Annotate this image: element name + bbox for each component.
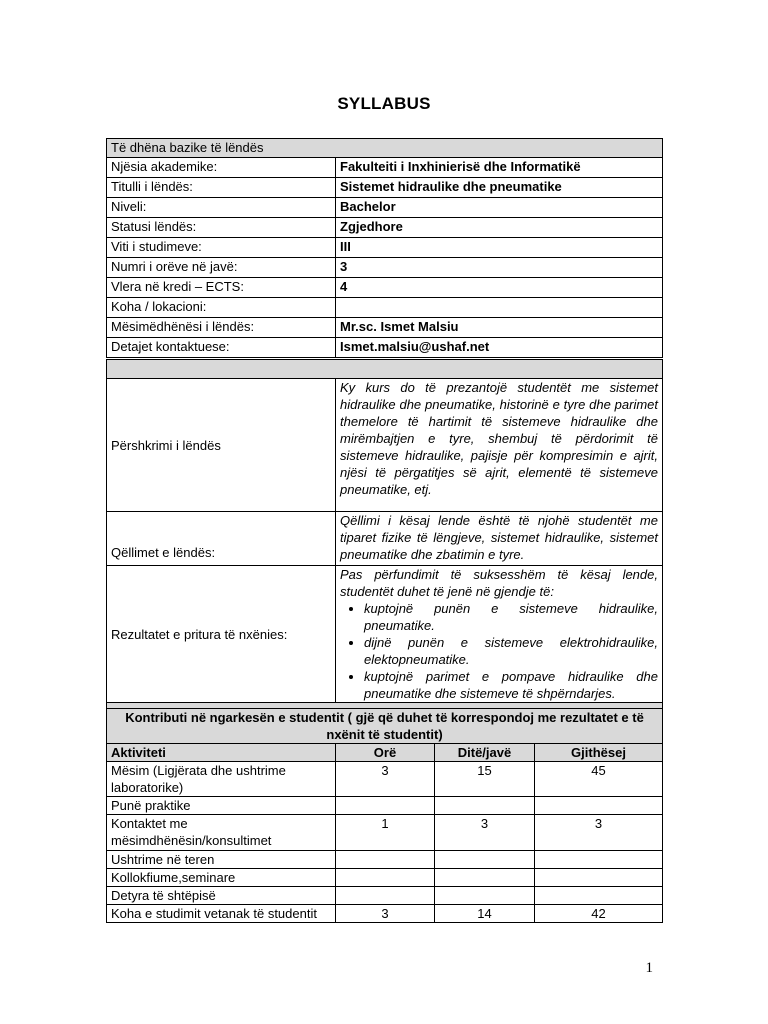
label-lecturer: Mësimëdhënësi i lëndës: bbox=[107, 318, 336, 338]
activity-cell: Kollokfiume,seminare bbox=[107, 869, 336, 887]
description-label: Përshkrimi i lëndës bbox=[107, 379, 336, 512]
outcomes-label: Rezultatet e pritura të nxënies: bbox=[107, 566, 336, 703]
hours-cell: 3 bbox=[336, 905, 435, 923]
days-cell bbox=[435, 869, 535, 887]
table-row bbox=[107, 905, 663, 923]
value-contact: Ismet.malsiu@ushaf.net bbox=[336, 338, 663, 358]
hours-cell bbox=[336, 851, 435, 869]
workload-header: Kontributi në ngarkesën e studentit ( gjë që duhet të korrespondoj me rezultatet e të nxënit të studentit) bbox=[107, 709, 663, 744]
days-cell bbox=[435, 851, 535, 869]
days-cell: 15 bbox=[435, 762, 535, 797]
days-cell bbox=[435, 797, 535, 815]
label-hours-per-week: Numri i orëve në javë: bbox=[107, 258, 336, 278]
goals-label: Qëllimet e lëndës: bbox=[107, 512, 336, 566]
total-cell: 3 bbox=[535, 815, 663, 851]
total-cell: 45 bbox=[535, 762, 663, 797]
page-number: 1 bbox=[645, 960, 653, 976]
activity-cell: Punë praktike bbox=[107, 797, 336, 815]
outcomes-cell bbox=[336, 566, 663, 703]
col-total: Gjithësej bbox=[535, 744, 663, 762]
value-course-title: Sistemet hidraulike dhe pneumatike bbox=[336, 178, 663, 198]
table-row bbox=[107, 797, 663, 815]
hours-cell: 1 bbox=[336, 815, 435, 851]
label-level: Niveli: bbox=[107, 198, 336, 218]
total-cell bbox=[535, 869, 663, 887]
description-text: Ky kurs do të prezantojë studentët me sistemet hidraulike dhe pneumatike, historinë e tyre dhe parimet themelore të hartimit të sistemeve hidraulike dhe mirëmbajtjen e tyre, shembuj të përdorimit të sistemeve hidraulike, pajisje për kompresimin e ajrit, njësi të përgatitjes së ajrit, elementë të sistemeve pneumatike, etj. bbox=[336, 379, 663, 512]
outcomes-list bbox=[340, 600, 658, 702]
table-row bbox=[107, 869, 663, 887]
activity-cell: Ushtrime në teren bbox=[107, 851, 336, 869]
value-academic-unit: Fakulteiti i Inxhinierisë dhe Informatikë bbox=[336, 158, 663, 178]
table-row bbox=[107, 815, 663, 851]
days-cell: 3 bbox=[435, 815, 535, 851]
hours-cell bbox=[336, 869, 435, 887]
activity-cell: Detyra të shtëpisë bbox=[107, 887, 336, 905]
value-ects: 4 bbox=[336, 278, 663, 298]
value-level: Bachelor bbox=[336, 198, 663, 218]
label-academic-unit: Njësia akademike: bbox=[107, 158, 336, 178]
label-course-title: Titulli i lëndës: bbox=[107, 178, 336, 198]
outcome-item: • dijnë punën e sistemeve elektrohidraulike, elektopneumatike. bbox=[364, 634, 658, 668]
label-contact: Detajet kontaktuese: bbox=[107, 338, 336, 358]
hours-cell bbox=[336, 797, 435, 815]
basic-info-table bbox=[106, 138, 663, 358]
workload-table bbox=[106, 708, 663, 923]
table-row bbox=[107, 887, 663, 905]
days-cell: 14 bbox=[435, 905, 535, 923]
hours-cell bbox=[336, 887, 435, 905]
value-lecturer: Mr.sc. Ismet Malsiu bbox=[336, 318, 663, 338]
basic-info-header: Të dhëna bazike të lëndës bbox=[107, 139, 663, 158]
col-hours: Orë bbox=[336, 744, 435, 762]
value-status: Zgjedhore bbox=[336, 218, 663, 238]
label-time-location: Koha / lokacioni: bbox=[107, 298, 336, 318]
total-cell bbox=[535, 887, 663, 905]
table-row bbox=[107, 762, 663, 797]
total-cell: 42 bbox=[535, 905, 663, 923]
outcome-item: • kuptojnë punën e sistemeve hidraulike, pneumatike. bbox=[364, 600, 658, 634]
outcomes-intro: Pas përfundimit të suksesshëm të kësaj lende, studentët duhet të jenë në gjendje të: bbox=[340, 567, 658, 599]
label-status: Statusi lëndës: bbox=[107, 218, 336, 238]
document-title: SYLLABUS bbox=[337, 94, 431, 113]
hours-cell: 3 bbox=[336, 762, 435, 797]
days-cell bbox=[435, 887, 535, 905]
table-row bbox=[107, 851, 663, 869]
col-days: Ditë/javë bbox=[435, 744, 535, 762]
activity-cell: Kontaktet me mësimdhënësin/konsultimet bbox=[107, 815, 336, 851]
activity-cell: Koha e studimit vetanak të studentit bbox=[107, 905, 336, 923]
value-hours-per-week: 3 bbox=[336, 258, 663, 278]
total-cell bbox=[535, 851, 663, 869]
label-ects: Vlera në kredi – ECTS: bbox=[107, 278, 336, 298]
total-cell bbox=[535, 797, 663, 815]
value-study-year: III bbox=[336, 238, 663, 258]
col-activity: Aktiviteti bbox=[107, 744, 336, 762]
activity-cell: Mësim (Ligjërata dhe ushtrime laboratorike) bbox=[107, 762, 336, 797]
label-study-year: Viti i studimeve: bbox=[107, 238, 336, 258]
goals-text: Qëllimi i kësaj lende është të njohë studentët me tiparet fizike të lëngjeve, sistemet hidraulike, sistemet pneumatike dhe zbatimin e tyre. bbox=[336, 512, 663, 566]
spacer-row bbox=[107, 360, 663, 379]
course-description-table bbox=[106, 359, 663, 722]
outcome-item: • kuptojnë parimet e pompave hidraulike dhe pneumatike dhe sistemeve të shpërndarjes. bbox=[364, 668, 658, 702]
value-time-location bbox=[336, 298, 663, 318]
